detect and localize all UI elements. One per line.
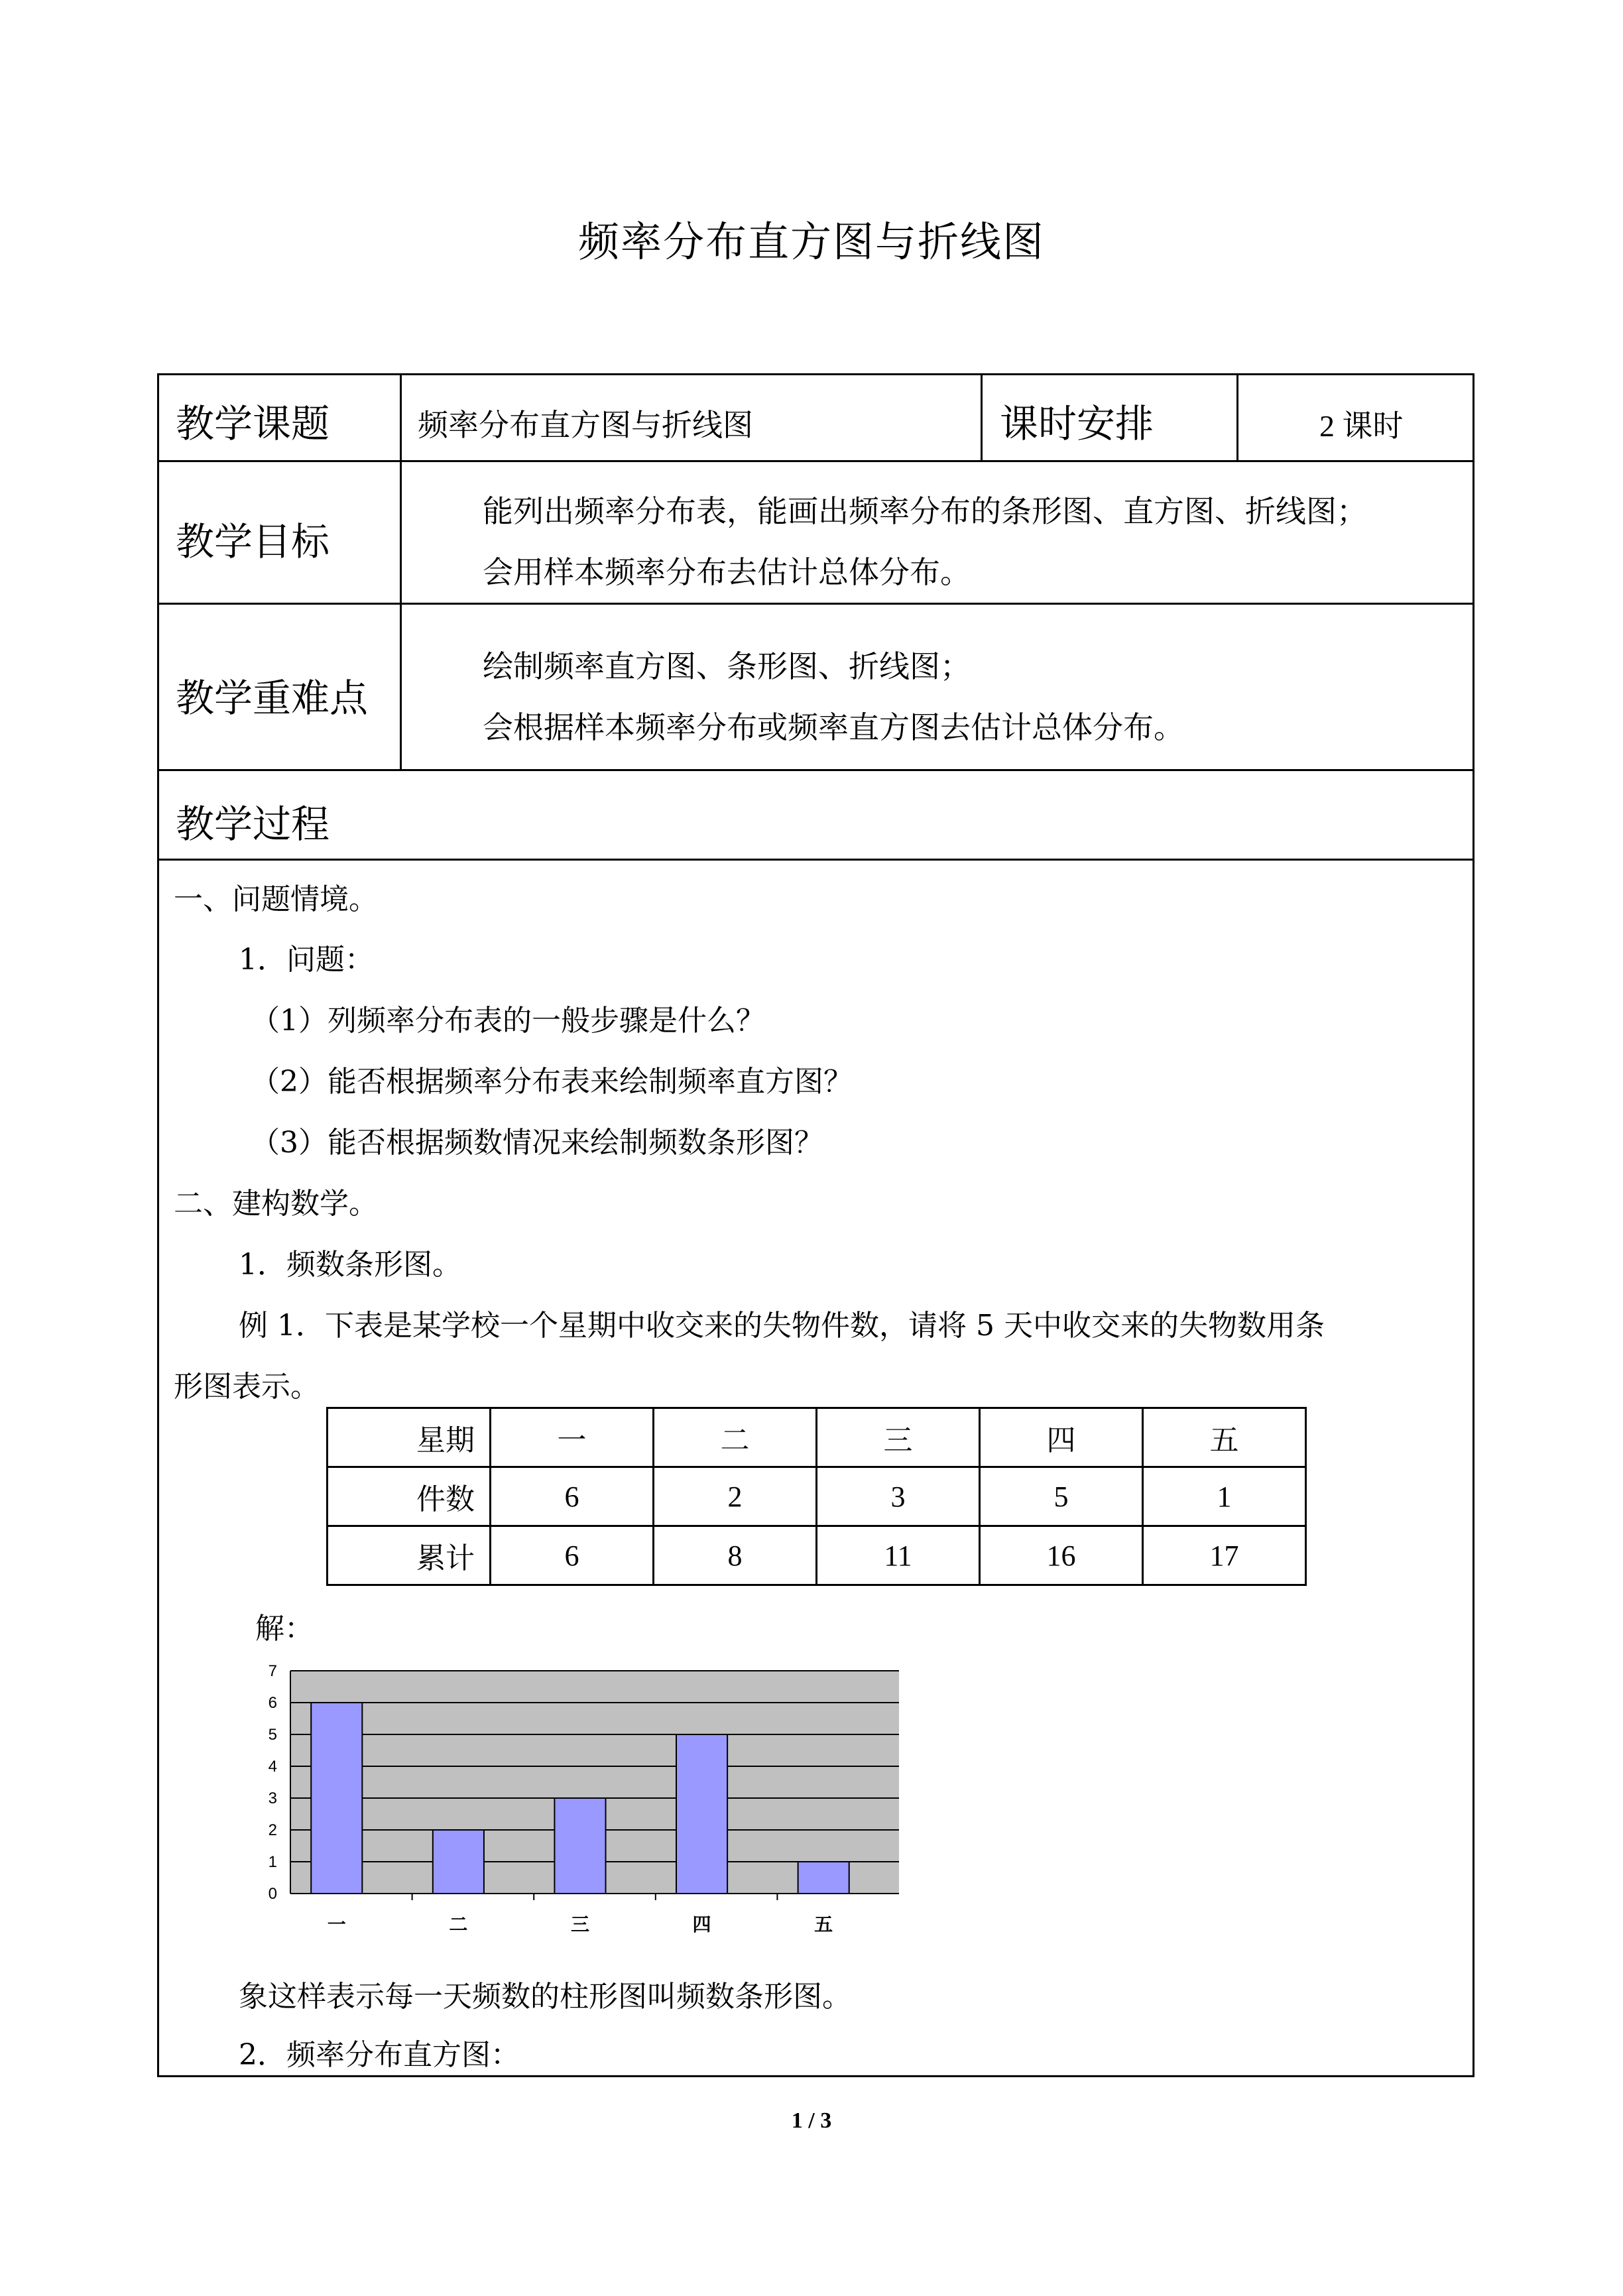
table-cell: 6 bbox=[491, 1526, 654, 1585]
goal-label: 教学目标 bbox=[176, 519, 330, 564]
page-number: 1 / 3 bbox=[791, 2108, 832, 2133]
table-cell: 星期 bbox=[328, 1408, 491, 1467]
table-cell: 五 bbox=[1143, 1408, 1306, 1467]
table-cell: 一 bbox=[491, 1408, 654, 1467]
table-cell: 17 bbox=[1143, 1526, 1306, 1585]
section-1-heading: 一、问题情境。 bbox=[174, 882, 378, 916]
example-1-line-2: 形图表示。 bbox=[174, 1370, 320, 1404]
bar-chart bbox=[245, 1658, 922, 1949]
solution-label: 解： bbox=[255, 1612, 314, 1646]
table-cell: 5 bbox=[980, 1467, 1143, 1526]
key-line-2: 会根据样本频率分布或频率直方图去估计总体分布。 bbox=[483, 709, 1184, 745]
y-tick-label: 4 bbox=[268, 1758, 277, 1776]
table-row bbox=[328, 1408, 1306, 1467]
section-1-item: 1．问题： bbox=[239, 943, 374, 977]
y-tick-label: 0 bbox=[268, 1885, 277, 1903]
y-tick-label: 7 bbox=[268, 1662, 277, 1680]
table-row bbox=[328, 1526, 1306, 1585]
table-row bbox=[328, 1467, 1306, 1526]
table-cell: 11 bbox=[817, 1526, 980, 1585]
question-3: （3）能否根据频数情况来绘制频数条形图？ bbox=[251, 1126, 823, 1160]
table-cell: 件数 bbox=[328, 1467, 491, 1526]
goal-line-1: 能列出频率分布表，能画出频率分布的条形图、直方图、折线图； bbox=[483, 493, 1367, 529]
table-cell: 累计 bbox=[328, 1526, 491, 1585]
table-cell: 16 bbox=[980, 1526, 1143, 1585]
bar bbox=[554, 1798, 605, 1894]
key-label: 教学重难点 bbox=[176, 676, 369, 721]
example-1-line-1: 例 1．下表是某学校一个星期中收交来的失物件数，请将 5 天中收交来的失物数用条 bbox=[239, 1309, 1325, 1343]
table-cell: 四 bbox=[980, 1408, 1143, 1467]
definition-text: 象这样表示每一天频数的柱形图叫频数条形图。 bbox=[239, 1980, 851, 2014]
x-tick-label: 四 bbox=[692, 1913, 711, 1935]
schedule-value: 2 课时 bbox=[1319, 409, 1404, 443]
y-tick-label: 3 bbox=[268, 1789, 277, 1807]
bar bbox=[676, 1734, 727, 1894]
bar bbox=[798, 1862, 849, 1894]
x-tick-label: 一 bbox=[327, 1913, 346, 1935]
bar bbox=[433, 1830, 484, 1894]
table-cell: 1 bbox=[1143, 1467, 1306, 1526]
y-tick-label: 5 bbox=[268, 1726, 277, 1744]
question-2: （2）能否根据频率分布表来绘制频率直方图？ bbox=[251, 1065, 853, 1099]
section-2-item: 1．频数条形图。 bbox=[239, 1248, 461, 1282]
topic-label: 教学课题 bbox=[176, 401, 330, 446]
section-2-heading: 二、建构数学。 bbox=[174, 1187, 378, 1221]
question-1: （1）列频率分布表的一般步骤是什么？ bbox=[251, 1004, 765, 1038]
table-cell: 3 bbox=[817, 1467, 980, 1526]
table-cell: 8 bbox=[654, 1526, 817, 1585]
table-cell: 二 bbox=[654, 1408, 817, 1467]
document-title: 频率分布直方图与折线图 bbox=[577, 217, 1045, 266]
y-tick-label: 2 bbox=[268, 1821, 277, 1839]
process-label: 教学过程 bbox=[176, 802, 330, 847]
table-cell: 三 bbox=[817, 1408, 980, 1467]
key-line-1: 绘制频率直方图、条形图、折线图； bbox=[483, 648, 971, 684]
y-tick-label: 6 bbox=[268, 1694, 277, 1712]
data-table bbox=[326, 1407, 1307, 1586]
section-2-item-2: 2．频率分布直方图： bbox=[239, 2038, 520, 2072]
schedule-label: 课时安排 bbox=[1000, 401, 1154, 446]
bar bbox=[311, 1703, 362, 1894]
x-tick-label: 五 bbox=[814, 1913, 833, 1935]
table-cell: 2 bbox=[654, 1467, 817, 1526]
y-tick-label: 1 bbox=[268, 1853, 277, 1871]
x-tick-label: 二 bbox=[449, 1913, 468, 1935]
topic-value: 频率分布直方图与折线图 bbox=[418, 407, 753, 443]
table-cell: 6 bbox=[491, 1467, 654, 1526]
x-tick-label: 三 bbox=[570, 1913, 589, 1935]
goal-line-2: 会用样本频率分布去估计总体分布。 bbox=[483, 554, 971, 590]
